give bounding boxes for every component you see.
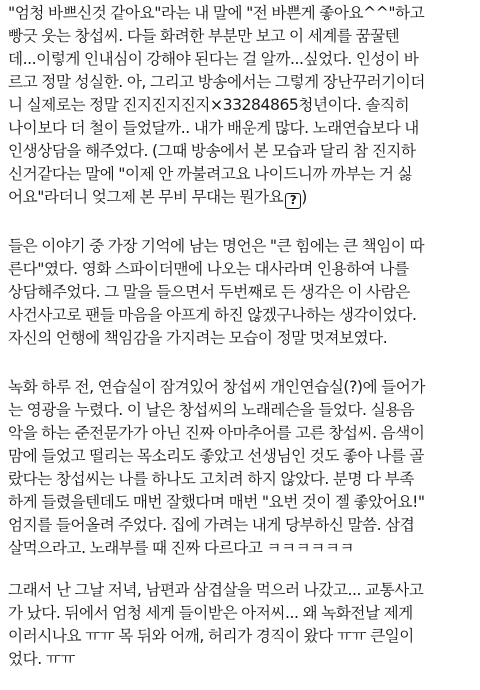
- text-line: 인생상담을 해주었다. (그때 방송에서 본 모습과 달리 참 진지하: [8, 142, 416, 160]
- text-line: 빵긋 웃는 창섭씨. 다들 화려한 부분만 보고 이 세계를 꿈꿀텐: [8, 27, 400, 45]
- text-line: 하게 들렸을텐데도 매번 잘했다며 매번 "요번 것이 젤 좋았어요!": [8, 493, 425, 511]
- text-line: 었다. ㅠㅠ: [8, 650, 75, 668]
- text-line: 상담해주었다. 그 말을 들으면서 두번째로 든 생각은 이 사람은: [8, 283, 410, 301]
- text-line: 이러시나요 ㅠㅠ 목 뒤와 어깨, 허리가 경직이 왔다 ㅠㅠ 큰일이: [8, 627, 414, 645]
- paragraph-4: [8, 579, 480, 671]
- text-line: 자신의 언행에 책임감을 가지려는 모습이 정말 멋져보였다.: [8, 329, 388, 347]
- text-line: 른다"였다. 영화 스파이더맨에 나오는 대사라며 인용하여 나를: [8, 260, 409, 278]
- paragraph-2: [8, 235, 480, 350]
- closing-paren: ): [301, 188, 307, 206]
- text-line: 는 영광을 누렸다. 이 날은 창섭씨의 노래레슨을 들었다. 실용음: [8, 401, 415, 419]
- text-line: 데...이렇게 인내심이 강해야 된다는 걸 알까...싶었다. 인성이 바: [8, 50, 419, 68]
- text-line: 가 났다. 뒤에서 엄청 세게 들이받은 아저씨... 왜 녹화전날 제게: [8, 604, 413, 622]
- text-line: [8, 186, 480, 209]
- text-line: 나이보다 더 철이 들었달까.. 내가 배운게 많다. 노래연습보다 내: [8, 119, 419, 137]
- text-line: 들은 이야기 중 가장 기억에 남는 명언은 "큰 힘에는 큰 책임이 따: [8, 237, 425, 255]
- text-line: 녹화 하루 전, 연습실이 잠겨있어 창섭씨 개인연습실(?)에 들어가: [8, 378, 425, 396]
- text-line: 사건사고로 팬들 마음을 아프게 하진 않겠구나하는 생각이었다.: [8, 306, 417, 324]
- text-line: 엄지를 들어올려 주었다. 집에 가려는 내게 당부하신 말씀. 삼겹: [8, 516, 415, 534]
- text-line: 신거같다는 말에 "이제 안 까불려고요 나이드니까 까부는 거 싫: [8, 165, 413, 183]
- text-line: "엄청 바쁘신것 같아요"라는 내 말에 "전 바쁜게 좋아요^^"하고: [8, 4, 425, 22]
- text-line: 악을 하는 준전문가가 아닌 진짜 아마추어를 고른 창섭씨. 음색이: [8, 424, 425, 442]
- text-line: 그래서 난 그날 저녁, 남편과 삼겹살을 먹으러 나갔고... 교통사고: [8, 581, 424, 599]
- text-line: 니 실제로는 정말 진지진지진지×33284865청년이다. 솔직히: [8, 96, 410, 114]
- text-line-content: 어요"라더니 엊그제 본 무비 무대는 뭔가요: [8, 188, 284, 206]
- paragraph-1: [8, 2, 480, 209]
- text-line: 살먹으라고. 노래부를 때 진짜 다르다고 ㅋㅋㅋㅋㅋㅋ: [8, 539, 355, 557]
- question-mark-icon: ?: [285, 193, 301, 209]
- text-line: 랐다는 창섭씨는 나를 하나도 고치려 하지 않았다. 분명 다 부족: [8, 470, 414, 488]
- text-line: 르고 정말 성실한. 아, 그리고 방송에서는 그렇게 장난꾸러기이더: [8, 73, 426, 91]
- paragraph-3: [8, 376, 480, 560]
- text-line: 맘에 들었고 떨리는 목소리도 좋았고 선생님인 것도 좋아 나를 골: [8, 447, 425, 465]
